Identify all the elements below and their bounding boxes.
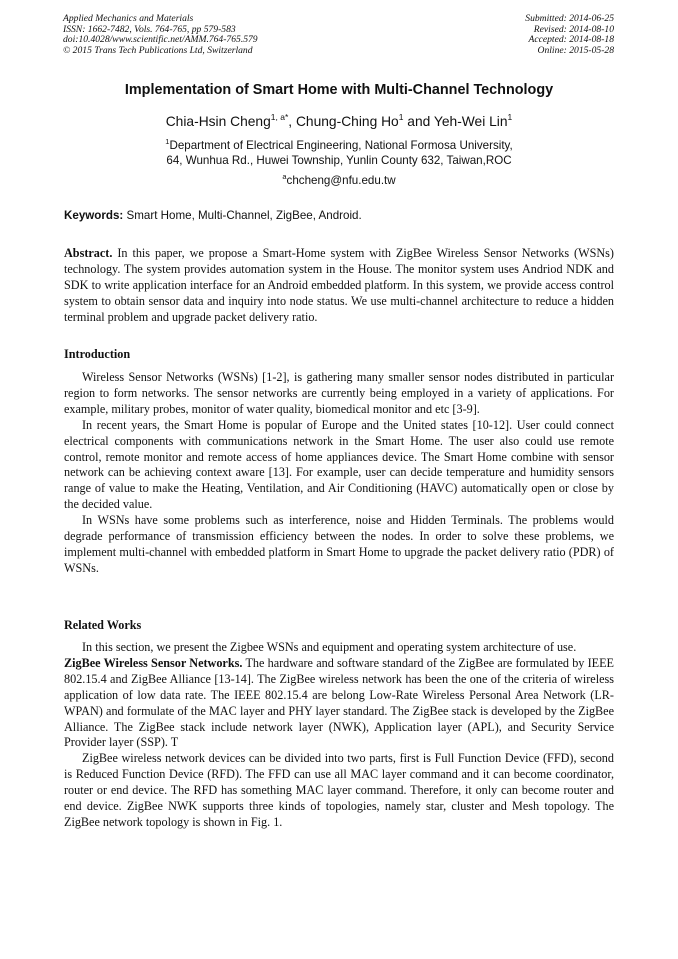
author-name: Yeh-Wei Lin <box>433 114 508 129</box>
abstract-text: In this paper, we propose a Smart-Home system with ZigBee Wireless Sensor Networks (WSNs) technology. The system provides automation system in the House. The monitor system uses Andriod NDK and SDK to write application interface for an Android embedded platform. In this system, we provide access control system to obtain sensor data and inquiry into node status. We use multi-channel architecture to reduce a hidden terminal problem and upgrade packet delivery ratio. <box>64 246 614 324</box>
paragraph: In recent years, the Smart Home is popular of Europe and the United states [10-12]. User could connect electrical components with communications network in the Smart Home. The user also could use remote control, remote monitor and remote access of home appliances device. The Smart Home combine with sensor network can be achieving context aware [13]. For example, user can decide temperature and humidity sensors range of value to make the Heating, Ventilation, and Air Conditioning (HAVC) automatically open or close by the decided value. <box>64 417 614 512</box>
journal-doi: doi:10.4028/www.scientific.net/AMM.764-765.579 <box>63 34 258 45</box>
date-accepted: Accepted: 2014-08-18 <box>528 34 614 45</box>
date-online: Online: 2015-05-28 <box>537 44 614 56</box>
affiliation-line-1 <box>40 138 638 153</box>
section-heading-introduction: Introduction <box>64 347 131 361</box>
author-superscript: 1 <box>398 112 404 122</box>
paragraph-text: The hardware and software standard of the ZigBee are formulated by IEEE 802.15.4 and ZigBee Alliance [13-14]. The ZigBee wireless network has been the one of the criteria of wireless application of low data rate. The IEEE 802.15.4 are belong Low-Rate Wireless Personal Area Network (LR-WPAN) and formulate of the MAC layer and PHY layer standard. The ZigBee stack is developed by the ZigBee Alliance. The ZigBee stack include network layer (NWK), Application layer (APL), and Security Service Provider layer (SSP). T <box>64 655 615 750</box>
subsection-label: ZigBee Wireless Sensor Networks. <box>64 655 243 670</box>
introduction-body <box>64 370 614 577</box>
journal-info <box>63 14 258 56</box>
author-email <box>40 173 638 188</box>
affiliation-superscript: 1 <box>165 137 170 146</box>
email-address: chcheng@nfu.edu.tw <box>286 174 396 187</box>
paragraph: In this section, we present the Zigbee WSNs and equipment and operating system architecture of use. <box>82 640 577 654</box>
keywords-label: Keywords: <box>64 209 124 222</box>
journal-copyright: © 2015 Trans Tech Publications Ltd, Switzerland <box>63 44 253 56</box>
abstract <box>64 246 614 326</box>
journal-issn: ISSN: 1662-7482, Vols. 764-765, pp 579-583 <box>63 23 236 35</box>
keywords <box>64 208 362 223</box>
affiliation-text: Department of Electrical Engineering, National Formosa University, <box>169 139 513 152</box>
abstract-label: Abstract. <box>64 246 113 260</box>
publication-dates <box>525 14 614 56</box>
paragraph: In WSNs have some problems such as interference, noise and Hidden Terminals. The problems would degrade performance of transmission efficiency between the nodes. In order to solve these problems, we implement multi-channel with embedded platform in Smart Home to upgrade the packet delivery ratio (PDR) of WSNs. <box>64 513 614 575</box>
paragraph: Wireless Sensor Networks (WSNs) [1-2], is gathering many smaller sensor nodes distributed in particular region to form networks. The sensor networks are currently being employed in a variety of applications. For example, military probes, monitor of water quality, biomedical monitor and etc [3-9]. <box>64 370 614 416</box>
section-heading-related-works: Related Works <box>64 618 142 632</box>
affiliation-line-2: 64, Wunhua Rd., Huwei Township, Yunlin County 632, Taiwan,ROC <box>166 154 512 167</box>
paragraph: ZigBee wireless network devices can be divided into two parts, first is Full Function Device (FFD), second is Reduced Function Device (RFD). The FFD can use all MAC layer command and it can become coordinator, router or end device. The RFD has something MAC layer command. Therefore, it only can become router and end device. ZigBee NWK supports three kinds of topologies, namely star, cluster and Mesh topology. The ZigBee network topology is shown in Fig. 1. <box>64 751 614 829</box>
author-name: Chia-Hsin Cheng <box>165 114 271 129</box>
keywords-text: Smart Home, Multi-Channel, ZigBee, Android. <box>123 209 362 222</box>
date-revised: Revised: 2014-08-10 <box>533 23 614 35</box>
paper-title: Implementation of Smart Home with Multi-Channel Technology <box>124 82 554 98</box>
author-list <box>40 113 638 131</box>
author-superscript: 1 <box>507 112 513 122</box>
author-superscript: 1, a* <box>270 112 289 122</box>
author-name: Chung-Ching Ho <box>295 114 399 129</box>
date-submitted: Submitted: 2014-06-25 <box>525 13 614 24</box>
author-separator: and <box>403 114 434 129</box>
author-separator: , <box>288 114 296 129</box>
paragraph <box>64 656 614 751</box>
journal-name: Applied Mechanics and Materials <box>63 13 194 24</box>
email-superscript: a <box>282 172 287 181</box>
related-works-body <box>64 640 614 831</box>
